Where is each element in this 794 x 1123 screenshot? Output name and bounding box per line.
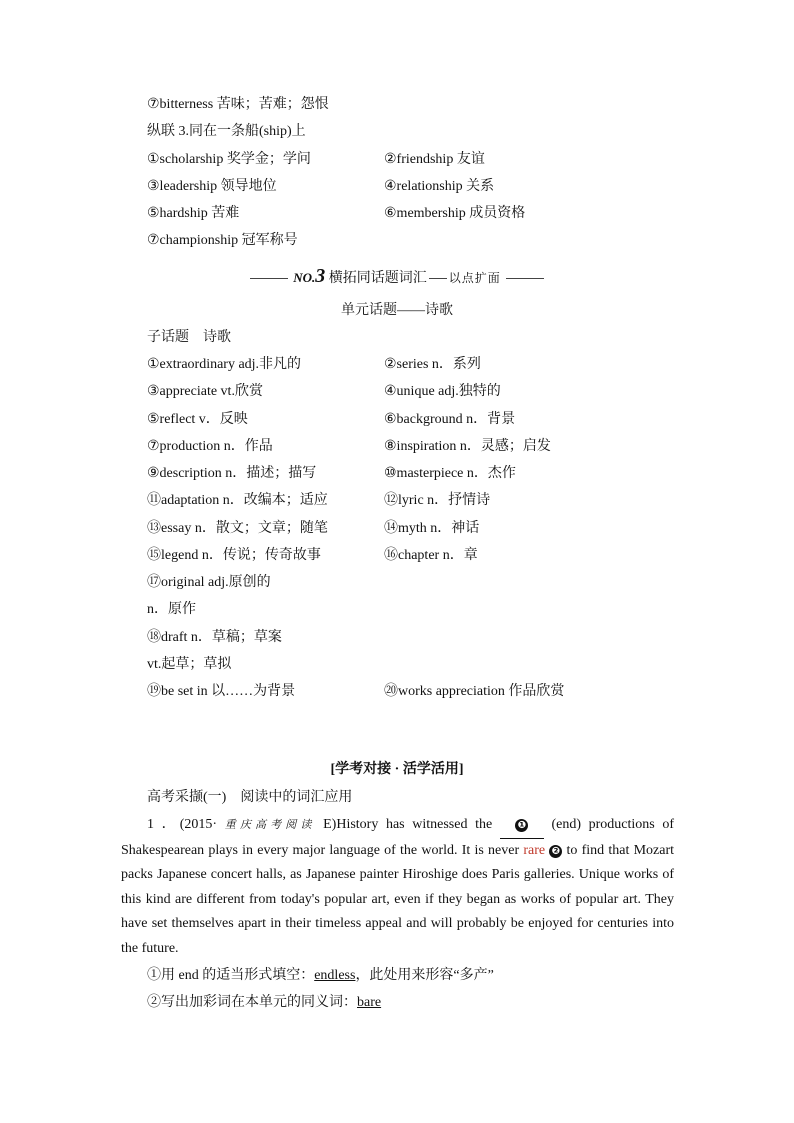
section-subtitle: 以点扩面 [448, 271, 501, 285]
question-part: E)History has witnessed the [323, 817, 493, 832]
vocab-item: ⑬essay n．散文；文章；随笔 [147, 521, 328, 536]
vocab-item: ⑲be set in 以……为背景 [147, 684, 296, 699]
vocab-item: ⑤reflect v．反映 [147, 412, 248, 427]
vocab-item: ③appreciate vt.欣赏 [147, 384, 263, 399]
practice-subheader: 高考采撷(一) 阅读中的词汇应用 [147, 790, 353, 805]
vocab-item: ⑱draft n．草稿；草案 [147, 630, 282, 645]
vocab-item-sub: n．原作 [147, 602, 196, 617]
question-source: 重庆高考阅读 [224, 819, 316, 831]
ship-word: ④relationship 关系 [384, 179, 495, 194]
highlighted-word: rare [523, 842, 546, 858]
answer-1-word: endless [314, 968, 356, 983]
link3-title: 纵联 3.同在一条船(ship)上 [147, 124, 306, 139]
ship-word: ③leadership 领导地位 [147, 179, 277, 194]
reading-passage [121, 813, 674, 961]
section-heading [0, 266, 794, 289]
vocab-item: ⑦production n．作品 [147, 439, 273, 454]
answer-1 [147, 966, 494, 986]
vocab-item: ⑮legend n．传说；传奇故事 [147, 548, 321, 563]
section-no-label: NO. [293, 270, 316, 285]
answer-2-prefix: ②写出加彩词在本单元的同义词： [147, 995, 357, 1010]
section-title: 横拓同话题词汇 [328, 271, 427, 286]
blank-marker-1: ❶ [515, 819, 528, 832]
ship-word: ⑦championship 冠军称号 [147, 233, 298, 248]
practice-header: [学考对接 · 活学活用] [330, 762, 464, 777]
blank-marker-2: ❷ [549, 845, 562, 858]
vocab-item: ②series n．系列 [384, 357, 481, 372]
ship-word: ⑥membership 成员资格 [384, 206, 526, 221]
answer-2-word: bare [357, 995, 382, 1010]
unit-topic: 单元话题——诗歌 [341, 303, 453, 318]
heading-rule-mid [429, 278, 447, 279]
vocab-item: ⑭myth n．神话 [384, 521, 480, 536]
vocab-item: ⑳works appreciation 作品欣赏 [384, 684, 565, 699]
ship-word: ⑤hardship 苦难 [147, 206, 240, 221]
heading-rule-right [506, 278, 544, 279]
ship-word: ②friendship 友谊 [384, 152, 485, 167]
answer-1-suffix: ，此处用来形容“多产” [355, 968, 494, 983]
vocab-item: ⑯chapter n．章 [384, 548, 478, 563]
passage-text-2: to find that Mozart packs Japanese concert halls, as Japanese painter Hiroshige does Paris galleries. Unique works of this kind are different from today's popular art, even if they began as works of popular art. They have set themselves apart in their timeless appeal and will probably be enjoyed for centuries into the future. [121, 842, 675, 956]
ship-word: ①scholarship 奖学金；学问 [147, 152, 311, 167]
vocab-item: ①extraordinary adj.非凡的 [147, 357, 302, 372]
question-number: 1 ．(2015· [147, 817, 218, 832]
vocab-item: ⑩masterpiece n．杰作 [384, 466, 516, 481]
section-no-number: 3 [315, 265, 326, 287]
answer-2 [147, 993, 381, 1013]
subtopic: 子话题 诗歌 [147, 330, 231, 345]
vocab-item: ⑪adaptation n．改编本；适应 [147, 493, 328, 508]
answer-blank-1 [500, 813, 544, 839]
vocab-item: ⑫lyric n．抒情诗 [384, 493, 491, 508]
passage-text-1: (end) productions of Shakespearean plays in every major language of the world. It is never [121, 817, 675, 858]
vocab-item-bitterness: ⑦bitterness 苦味；苦难；怨恨 [147, 97, 329, 112]
answer-1-prefix: ①用 end 的适当形式填空： [147, 968, 315, 983]
heading-rule-left [250, 278, 288, 279]
vocab-item: ⑧inspiration n．灵感；启发 [384, 439, 551, 454]
vocab-item: ⑥background n．背景 [384, 412, 516, 427]
vocab-item: ⑰original adj.原创的 [147, 575, 271, 590]
vocab-item-sub: vt.起草；草拟 [147, 657, 232, 672]
vocab-item: ④unique adj.独特的 [384, 384, 501, 399]
vocab-item: ⑨description n．描述；描写 [147, 466, 317, 481]
